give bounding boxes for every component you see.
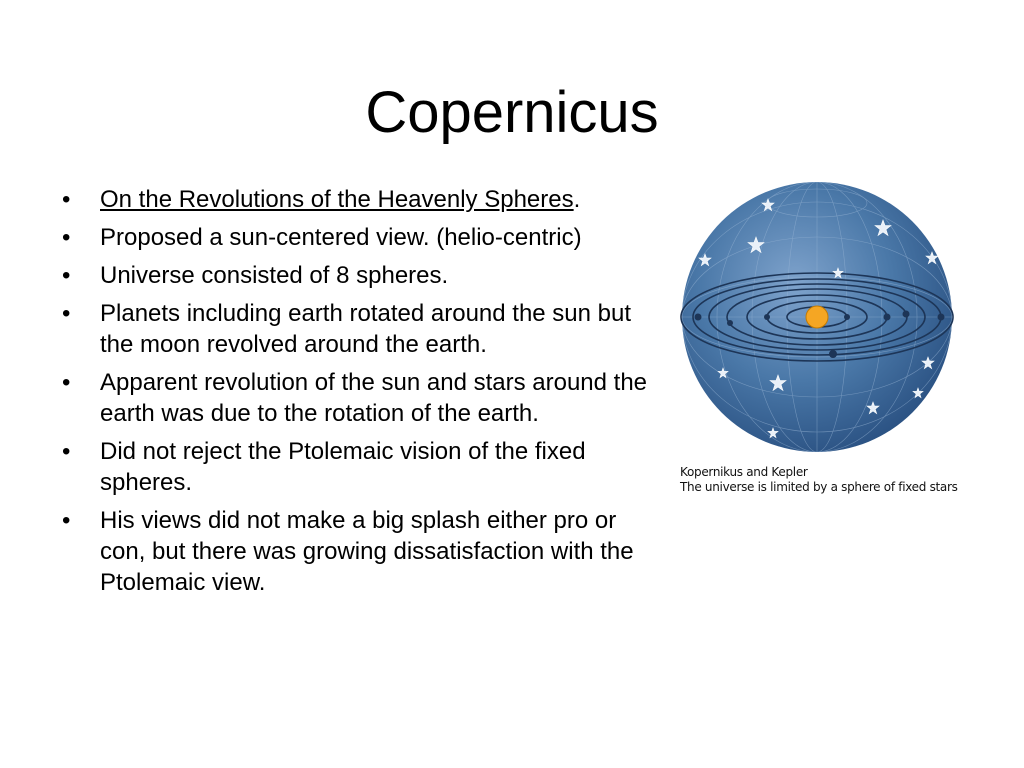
figure-caption <box>680 465 980 495</box>
bullet-text: His views did not make a big splash either pro or con, but there was growing dissatisfaction with the Ptolemaic view. <box>100 507 634 596</box>
bullet-marker: • <box>62 369 71 396</box>
bullet-list <box>60 184 650 605</box>
bullet-marker: • <box>62 300 71 327</box>
bullet-item <box>60 260 650 291</box>
bullet-text: Universe consisted of 8 spheres. <box>100 262 449 289</box>
caption-line-1: Kopernikus and Kepler <box>680 465 808 479</box>
bullet-item <box>60 184 650 215</box>
bullet-item <box>60 222 650 253</box>
bullet-suffix: . <box>573 186 581 213</box>
bullet-marker: • <box>62 186 71 213</box>
bullet-item <box>60 505 650 598</box>
bullet-text: Planets including earth rotated around the sun but the moon revolved around the earth. <box>100 300 632 358</box>
bullet-marker: • <box>62 438 71 465</box>
bullet-item <box>60 436 650 498</box>
celestial-sphere-figure <box>678 178 978 508</box>
book-title-text: On the Revolutions of the Heavenly Spheres <box>100 186 574 213</box>
caption-line-2: The universe is limited by a sphere of fixed stars <box>680 480 958 494</box>
bullet-item <box>60 367 650 429</box>
sun-icon <box>806 306 828 328</box>
celestial-sphere-image <box>678 178 958 458</box>
bullet-text: Apparent revolution of the sun and stars around the earth was due to the rotation of the earth. <box>100 369 648 427</box>
bullet-marker: • <box>62 262 71 289</box>
bullet-text: Did not reject the Ptolemaic vision of the fixed spheres. <box>100 438 586 496</box>
bullet-marker: • <box>62 507 71 534</box>
slide-title: Copernicus <box>365 80 659 145</box>
bullet-text: Proposed a sun-centered view. (helio-centric) <box>100 224 582 251</box>
bullet-item <box>60 298 650 360</box>
bullet-marker: • <box>62 224 71 251</box>
